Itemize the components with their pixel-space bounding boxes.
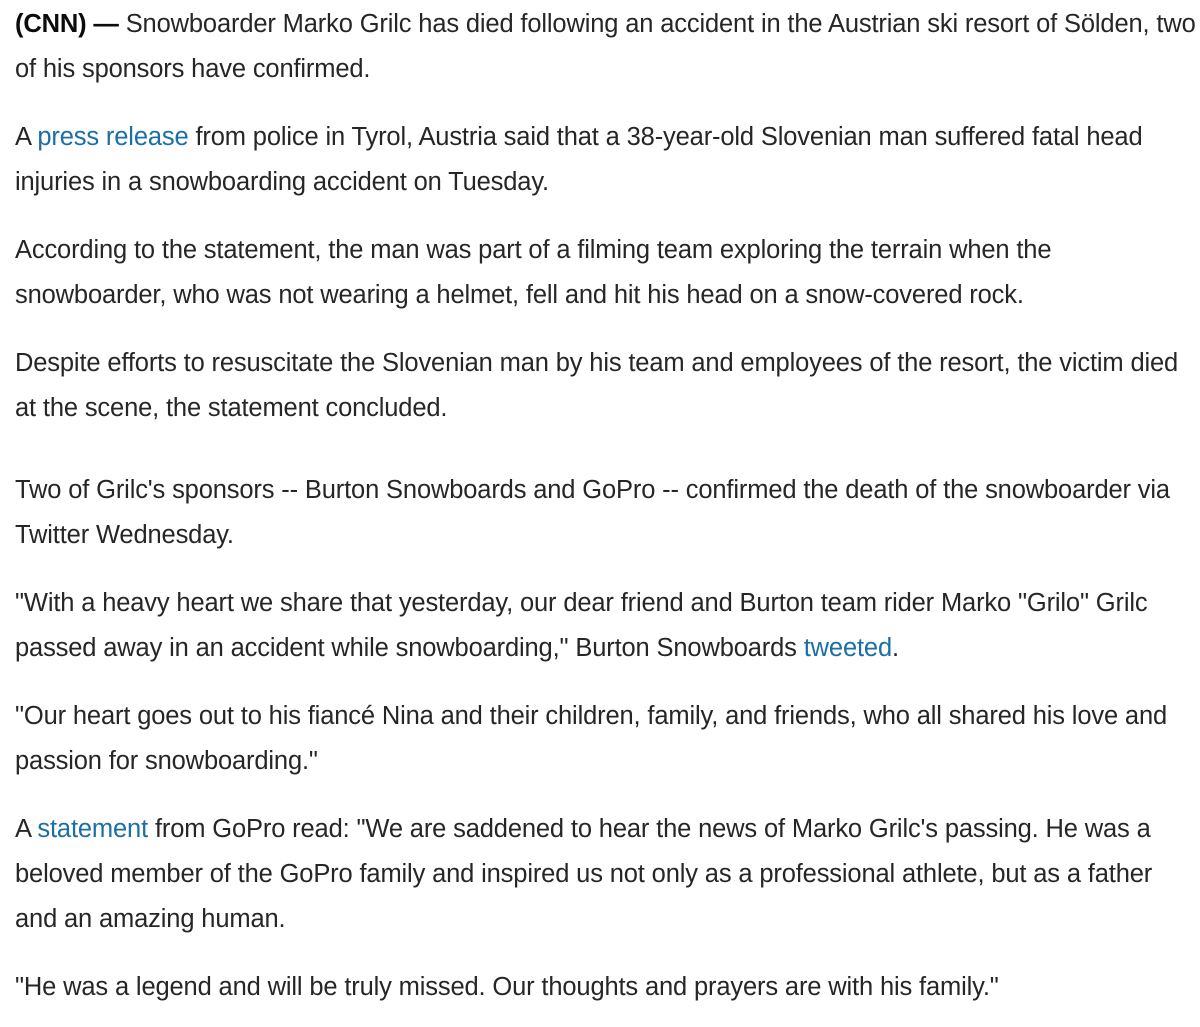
paragraph-text: A [15,815,38,843]
paragraph-text: Snowboarder Marko Grilc has died following an accident in the Austrian ski resort of Sölden, two of his sponsors have confirmed. [15,10,1196,83]
article-paragraph-7 [15,694,1197,784]
article-paragraph-5 [15,468,1197,558]
paragraph-text: A [15,123,38,151]
paragraph-text: "He was a legend and will be truly missed. Our thoughts and prayers are with his family." [15,973,999,1001]
article-body [15,0,1197,1010]
article-paragraph-9 [15,965,1197,1010]
dateline: (CNN) — [15,10,119,38]
statement-link[interactable]: statement [37,815,149,843]
article-paragraph-3 [15,228,1197,318]
paragraph-text: . [891,634,899,662]
paragraph-text: Two of Grilc's sponsors -- Burton Snowboards and GoPro -- confirmed the death of the snowboarder via Twitter Wednesday. [15,476,1170,549]
paragraph-text: from GoPro read: "We are saddened to hear the news of Marko Grilc's passing. He was a beloved member of the GoPro family and inspired us not only as a professional athlete, but as a father and an amazing human. [15,815,1153,933]
article-paragraph-4 [15,341,1197,431]
article-paragraph-8 [15,807,1197,942]
paragraph-text: from police in Tyrol, Austria said that a 38-year-old Slovenian man suffered fatal head injuries in a snowboarding accident on Tuesday. [15,123,1143,196]
article-paragraph-2 [15,115,1197,205]
paragraph-text: Despite efforts to resuscitate the Slovenian man by his team and employees of the resort, the victim died at the scene, the statement concluded. [15,349,1179,422]
article-paragraph-1 [15,2,1197,92]
paragraph-text: "With a heavy heart we share that yesterday, our dear friend and Burton team rider Marko "Grilo" Grilc passed away in an accident while snowboarding," Burton Snowboards [15,589,1148,662]
paragraph-text: "Our heart goes out to his fiancé Nina and their children, family, and friends, who all shared his love and passion for snowboarding." [15,702,1168,775]
press-release-link[interactable]: press release [37,123,189,151]
tweeted-link[interactable]: tweeted [803,634,892,662]
paragraph-text: According to the statement, the man was part of a filming team exploring the terrain when the snowboarder, who was not wearing a helmet, fell and hit his head on a snow-covered rock. [15,236,1052,309]
article-paragraph-6 [15,581,1197,671]
